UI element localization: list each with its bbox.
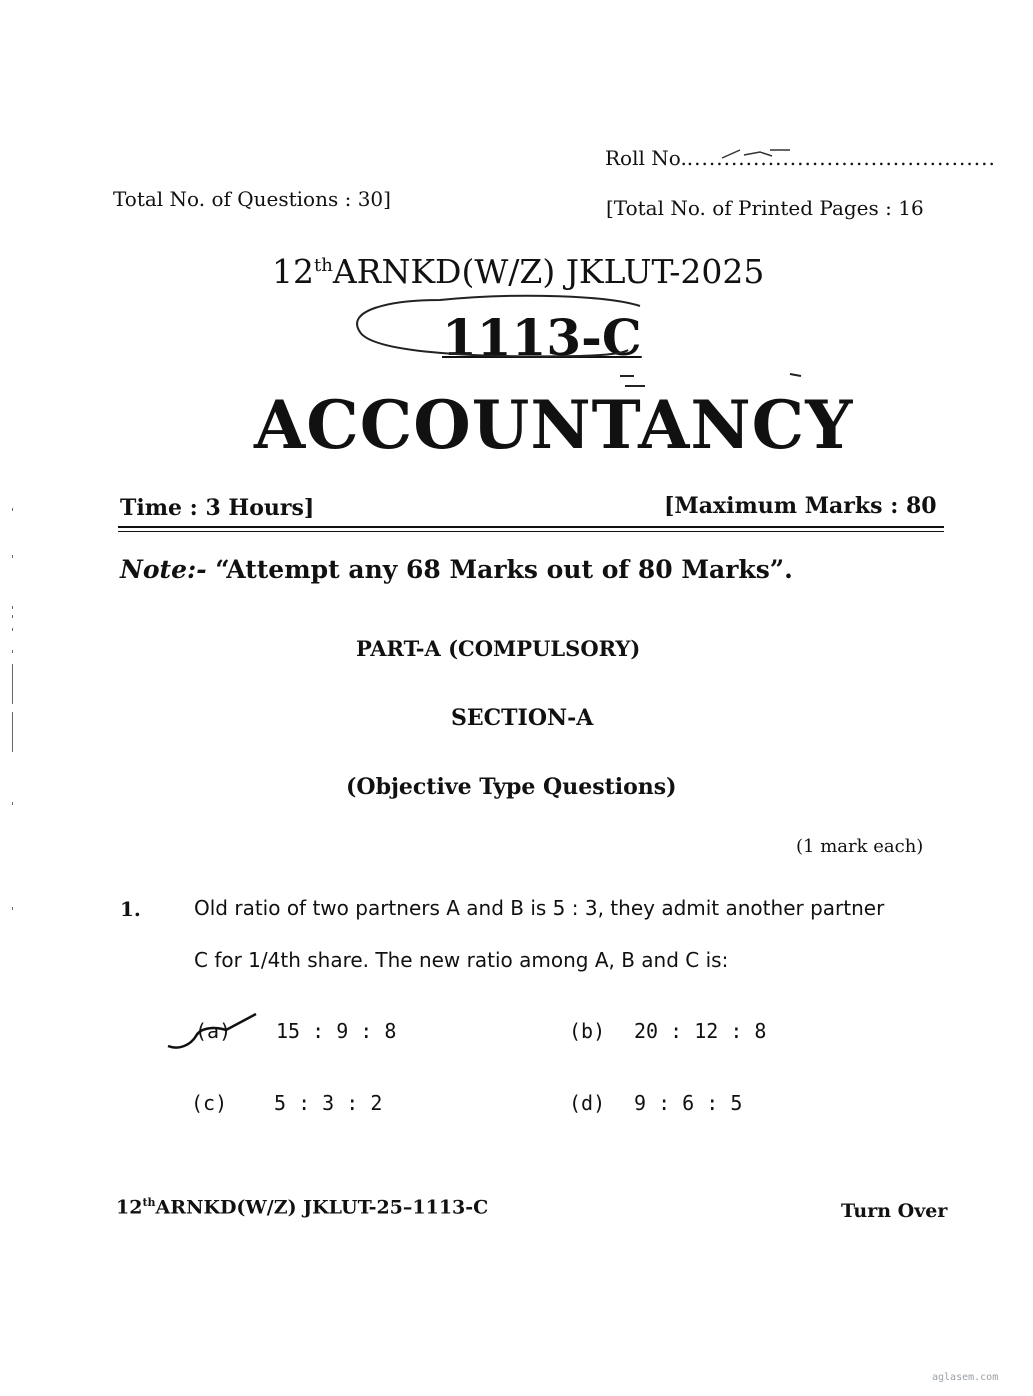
roll-scribble-icon: [722, 150, 790, 158]
roll-dots: ..........................................: [686, 146, 996, 170]
maximum-marks: [Maximum Marks : 80: [664, 493, 937, 519]
pen-circle-icon: [357, 296, 640, 357]
total-pages: [Total No. of Printed Pages : 16: [606, 196, 924, 220]
question-text-line-1: Old ratio of two partners A and B is 5 : 3, they admit another partner: [194, 896, 885, 920]
note-label: Note:-: [120, 555, 207, 584]
question-text-line-2: C for 1/4th share. The new ratio among A, B and C is:: [194, 948, 729, 972]
option-c-value: 5 : 3 : 2: [274, 1091, 383, 1115]
note-text: “Attempt any 68 Marks out of 80 Marks”.: [206, 555, 793, 584]
exam-code: 12thARNKD(W/Z) JKLUT-2025: [272, 252, 765, 291]
footer-code: 12thARNKD(W/Z) JKLUT-25–1113-C: [116, 1196, 489, 1219]
margin-dots: [12, 508, 13, 910]
answer-tick-icon: [168, 1014, 256, 1048]
option-d-value: 9 : 6 : 5: [634, 1091, 743, 1115]
marks-each: (1 mark each): [796, 836, 924, 857]
roll-label: Roll No.: [605, 146, 687, 170]
turn-over: Turn Over: [841, 1200, 948, 1222]
option-a-label: (a): [195, 1019, 232, 1043]
watermark: aglasem.com: [932, 1372, 999, 1383]
option-b-label: (b): [569, 1019, 606, 1043]
option-c-label: (c): [191, 1091, 228, 1115]
question-number: 1.: [120, 897, 141, 921]
option-d-label: (d): [569, 1091, 606, 1115]
paper-number: 1113-C: [442, 308, 642, 367]
option-a-value: 15 : 9 : 8: [276, 1019, 397, 1043]
question-type-heading: (Objective Type Questions): [346, 774, 677, 800]
total-questions: Total No. of Questions : 30]: [113, 187, 391, 211]
section-heading: SECTION-A: [451, 705, 594, 731]
pen-tick-icon: [620, 374, 801, 386]
subject-title: ACCOUNTANCY: [254, 386, 854, 464]
option-b-value: 20 : 12 : 8: [634, 1019, 767, 1043]
part-heading: PART-A (COMPULSORY): [356, 636, 641, 661]
time-allowed: Time : 3 Hours]: [120, 495, 315, 521]
